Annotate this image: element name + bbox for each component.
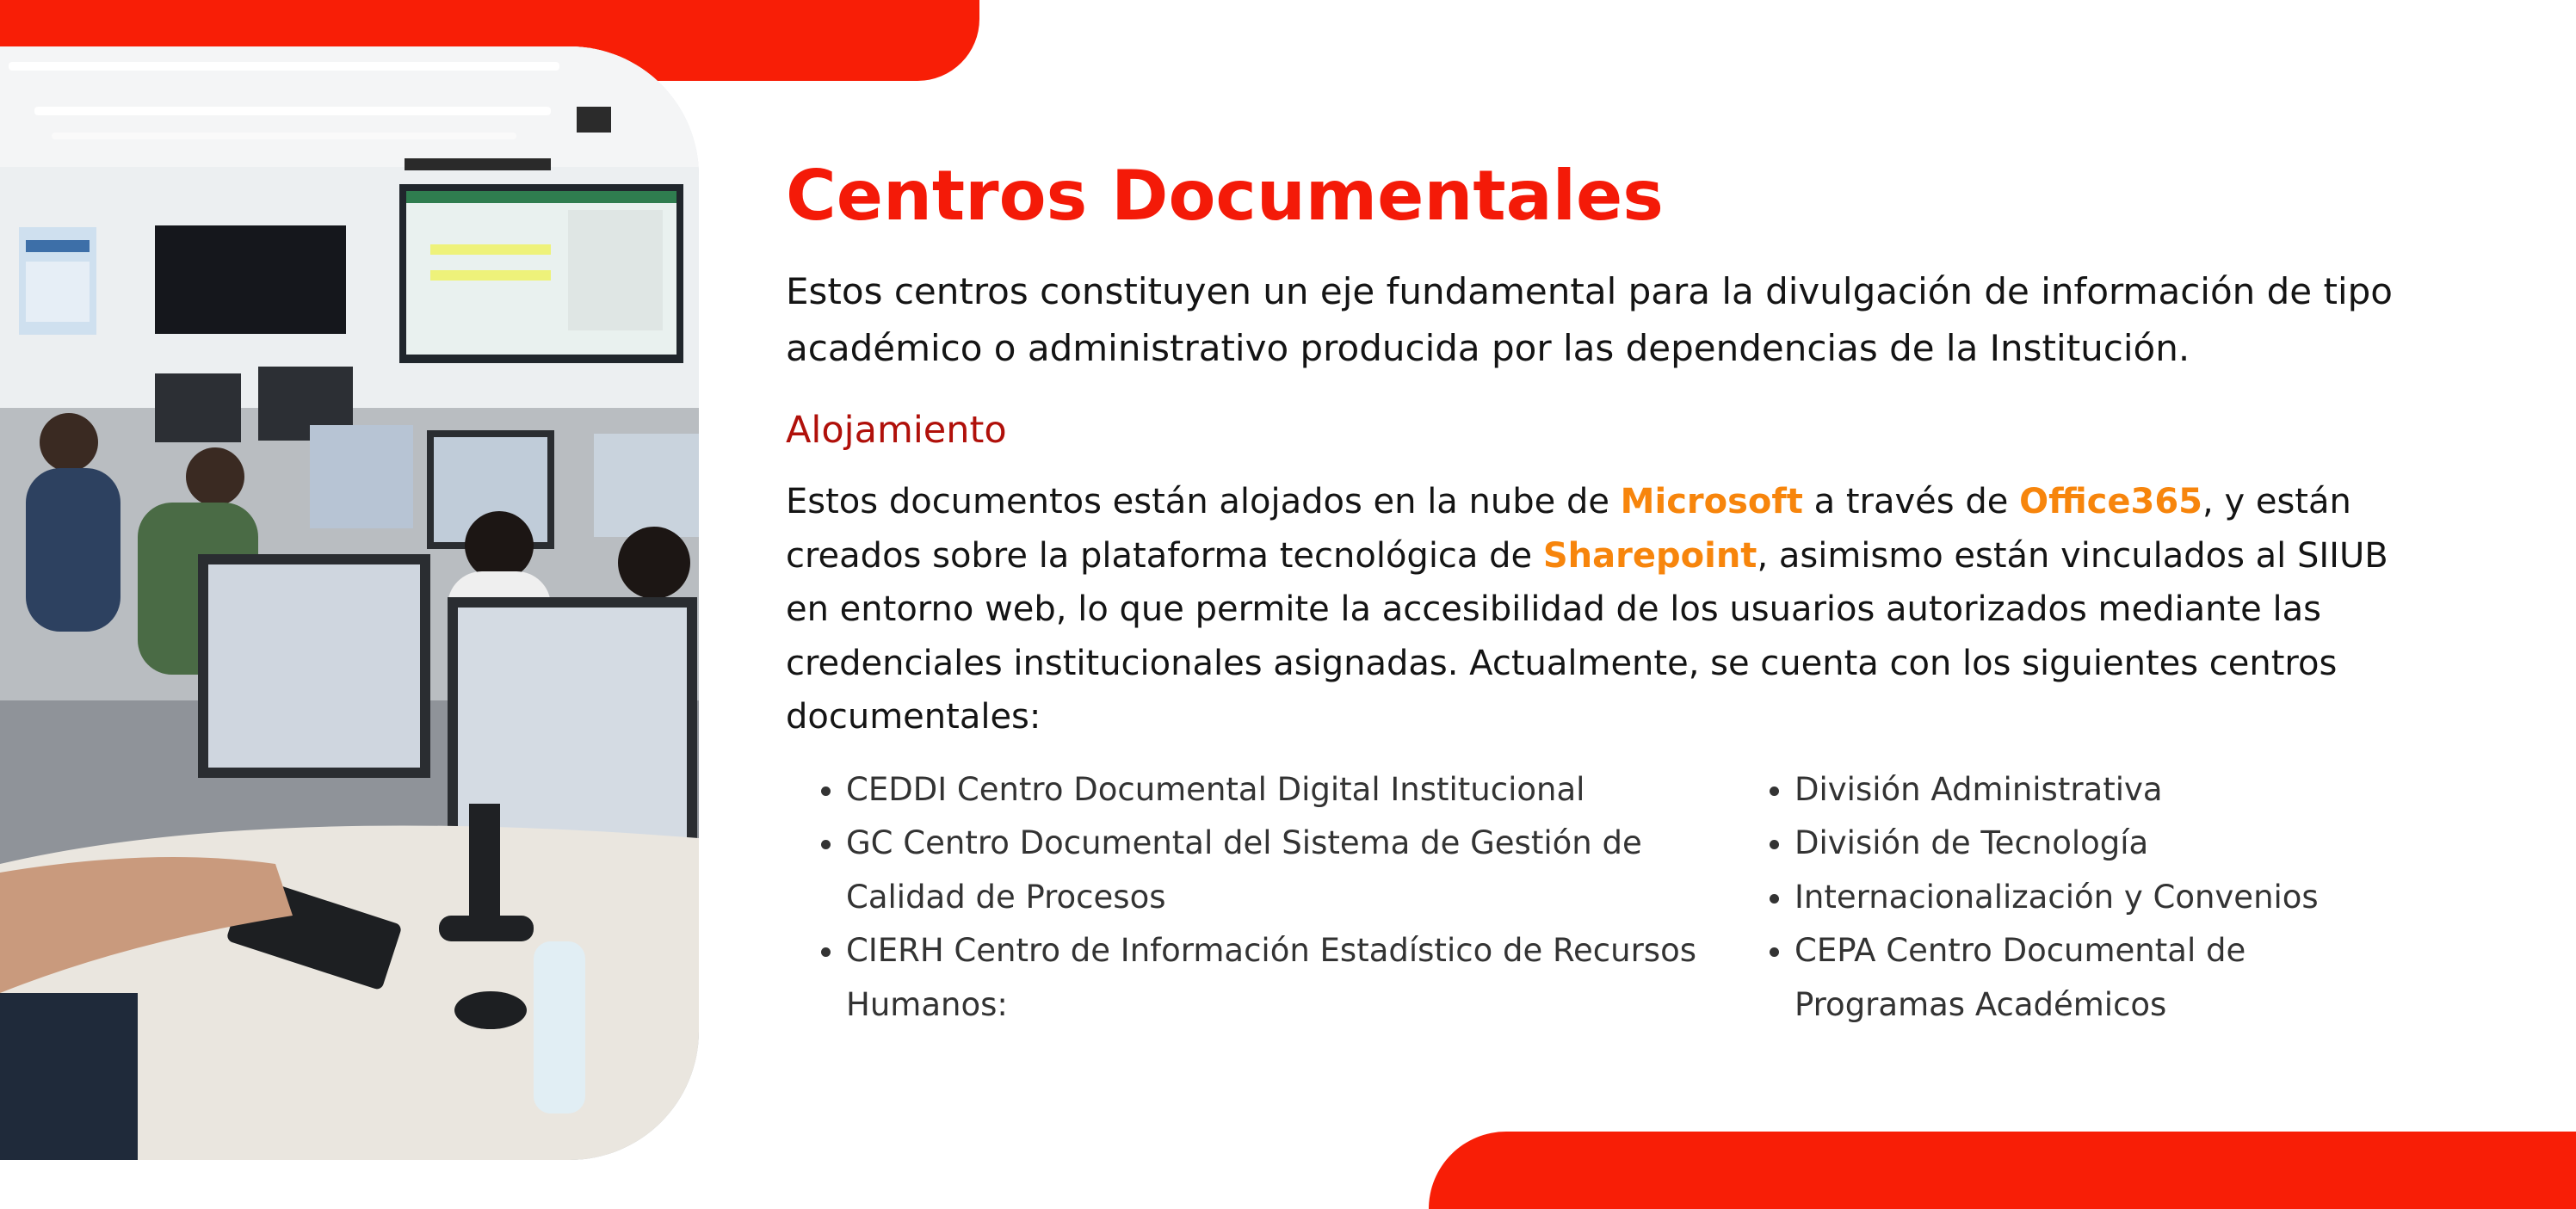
microsoft-highlight: Microsoft	[1620, 482, 1803, 521]
list-item: • CIERH Centro de Información Estadístico de Recursos Humanos:	[846, 924, 1734, 1032]
list-column-left	[786, 763, 1734, 1033]
list-item: • CEPA Centro Documental de Programas Académicos	[1795, 924, 2388, 1032]
office365-highlight: Office365	[2019, 482, 2203, 521]
list-item: • División Administrativa	[1795, 763, 2388, 817]
list-column-right	[1734, 763, 2388, 1033]
bottom-red-banner	[1429, 1132, 2576, 1209]
sharepoint-highlight: Sharepoint	[1542, 535, 1757, 576]
list-item: • GC Centro Documental del Sistema de Gestión de Calidad de Procesos	[846, 817, 1734, 924]
alojamiento-paragraph	[786, 475, 2438, 744]
list-item: • Internacionalización y Convenios	[1795, 871, 2388, 925]
body-text-part: , y están creados sobre la plataforma tecnológica de	[786, 482, 2351, 576]
section-heading-alojamiento: Alojamiento	[786, 409, 1007, 452]
bullet-list-left	[786, 763, 1734, 1033]
list-item: • División de Tecnología	[1795, 817, 2388, 871]
page-title: Centros Documentales	[786, 156, 1664, 236]
computer-lab-photo	[0, 46, 699, 1160]
intro-paragraph: Estos centros constituyen un eje fundamental para la divulgación de información de tipo académico o administrativo producida por las dependencias de la Institución.	[786, 270, 2393, 369]
document-centers-lists	[786, 763, 2438, 1033]
main-content	[786, 155, 2438, 1032]
bullet-list-right	[1734, 763, 2388, 1033]
list-item: • CEDDI Centro Documental Digital Institucional	[846, 763, 1734, 817]
body-text-part: a través de	[1802, 482, 2020, 521]
body-text-part: Estos documentos están alojados en la nube de	[786, 482, 1621, 521]
body-text-part: , asimismo están vinculados al SIIUB en entorno web, lo que permite la accesibilidad de los usuarios autorizados mediante las credenciales institucionales asignadas. Actualmente, se cuenta con los siguientes centros documentales:	[786, 535, 2388, 737]
